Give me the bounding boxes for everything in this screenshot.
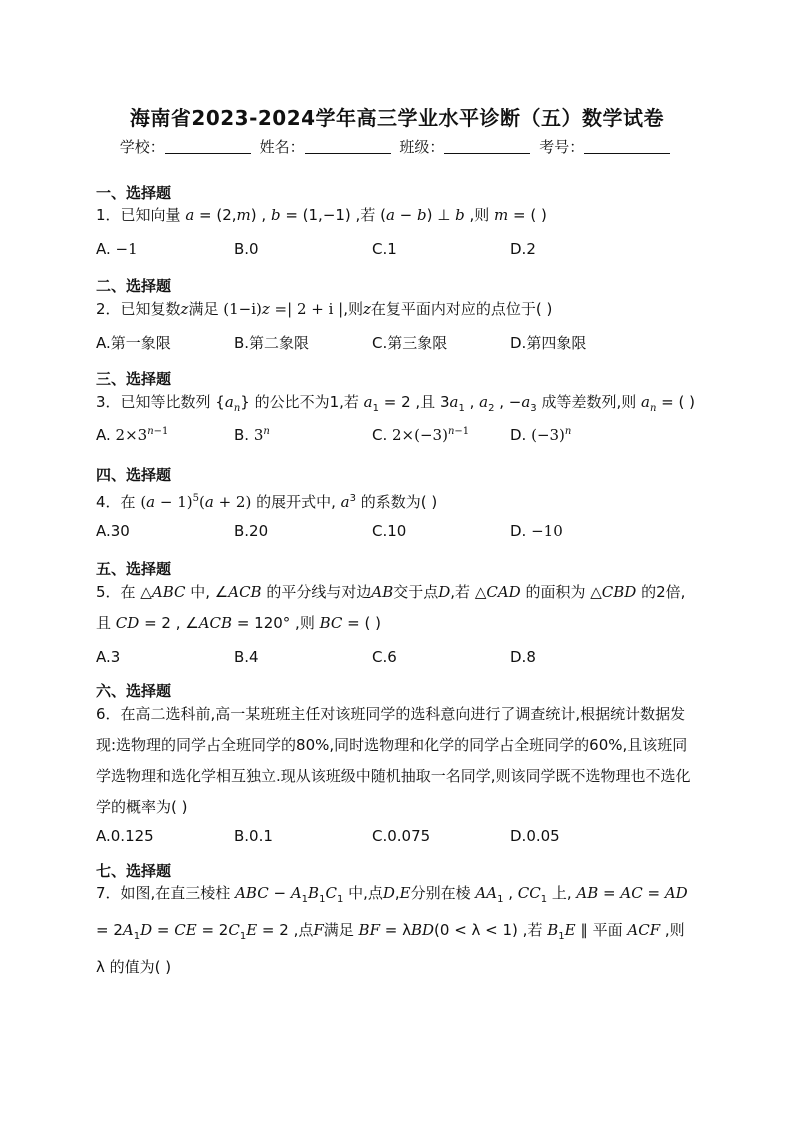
option-c[interactable]: C.10 — [372, 522, 407, 540]
question-4: 4．在 $(a - 1)^5(a + 2)$ 的展开式中, $a^3$ 的系数为( ) — [96, 493, 438, 511]
option-d[interactable]: D.0.05 — [510, 827, 560, 845]
option-b[interactable]: B.0 — [234, 240, 259, 258]
question-7: 7．如图,在直三棱柱 ABC − $A_1B_1C_1$ 中,点D,E分别在棱 $AA_1$ , $CC_1$ 上, AB = AC = AD = $2A_1D$ = CE = $2C_1E = 2$ ,点F满足 BF = λBD(0 < λ < 1) ,若 $B_1E$ ∥ 平面 ACF ,则 λ 的值为( ) — [96, 884, 688, 976]
option-c[interactable]: C.第三象限 — [372, 334, 448, 352]
option-d[interactable]: D. $(-3)^n$ — [510, 426, 572, 444]
question-3: 3．已知等比数列 $\{a_n\}$ 的公比不为1,若 $a_1 = 2$ ,且 $3a_1$ , $a_2$ , $-a_3$ 成等差数列,则 $a_n$ = ( ) — [96, 393, 695, 414]
class-label: 班级： — [399, 138, 445, 156]
name-label: 姓名： — [259, 138, 305, 156]
option-a[interactable]: A.第一象限 — [96, 334, 171, 352]
section-heading-2: 二、选择题 — [96, 277, 172, 295]
exam-number-blank[interactable] — [584, 139, 670, 154]
option-a[interactable]: A.0.125 — [96, 827, 154, 845]
option-d[interactable]: D. −10 — [510, 522, 563, 540]
school-label: 学校： — [119, 138, 165, 156]
question-5: 5．在 △ABC 中, ∠ACB 的平分线与对边AB交于点D,若 △CAD 的面积为 △CBD 的2倍,且 CD = 2 , ∠ACB = 120° ,则 BC = ( ) — [96, 583, 686, 632]
section-heading-6: 六、选择题 — [96, 682, 172, 700]
question-5-options — [96, 648, 716, 672]
student-info-line — [0, 136, 794, 157]
option-c[interactable]: C.6 — [372, 648, 397, 666]
question-6-options — [96, 827, 716, 851]
option-b[interactable]: B.0.1 — [234, 827, 273, 845]
section-heading-7: 七、选择题 — [96, 862, 172, 880]
question-2-options — [96, 332, 716, 356]
option-a[interactable]: A. −1 — [96, 240, 138, 258]
option-c[interactable]: C.0.075 — [372, 827, 431, 845]
question-3-options — [96, 426, 716, 450]
question-1: 1．已知向量 a = (2,m) , b = (1,−1) ,若 (a − b) ⊥ b ,则 m = ( ) — [96, 206, 547, 224]
exam-title: 海南省2023-2024学年高三学业水平诊断（五）数学试卷 — [129, 106, 665, 130]
name-blank[interactable] — [305, 139, 391, 154]
section-heading-1: 一、选择题 — [96, 184, 172, 202]
school-blank[interactable] — [165, 139, 251, 154]
class-blank[interactable] — [444, 139, 530, 154]
option-d[interactable]: D.2 — [510, 240, 536, 258]
option-b[interactable]: B.20 — [234, 522, 269, 540]
option-c[interactable]: C. $2\times(-3)^{n-1}$ — [372, 426, 470, 444]
option-a[interactable]: A.3 — [96, 648, 121, 666]
option-d[interactable]: D.第四象限 — [510, 334, 587, 352]
option-d[interactable]: D.8 — [510, 648, 536, 666]
question-2: 2．已知复数z满足 (1−i)z =| 2 + i |,则z在复平面内对应的点位于( ) — [96, 300, 553, 318]
exam-number-label: 考号： — [539, 138, 585, 156]
option-b[interactable]: B.4 — [234, 648, 259, 666]
option-b[interactable]: B. 3$^n$ — [234, 426, 270, 444]
question-1-options — [96, 240, 716, 264]
option-a[interactable]: A. $2\times 3^{n-1}$ — [96, 426, 169, 444]
option-b[interactable]: B.第二象限 — [234, 334, 310, 352]
section-heading-3: 三、选择题 — [96, 370, 172, 388]
option-c[interactable]: C.1 — [372, 240, 397, 258]
question-6: 6．在高二选科前,高一某班班主任对该班同学的选科意向进行了调查统计,根据统计数据发现:选物理的同学占全班同学的80%,同时选物理和化学的同学占全班同学的60%,且该班同学选物理和选化学相互独立.现从该班级中随机抽取一名同学,则该同学既不选物理也不选化学的概率为( ) — [96, 705, 691, 816]
question-4-options — [96, 522, 716, 546]
section-heading-5: 五、选择题 — [96, 560, 172, 578]
option-a[interactable]: A.30 — [96, 522, 130, 540]
section-heading-4: 四、选择题 — [96, 466, 172, 484]
